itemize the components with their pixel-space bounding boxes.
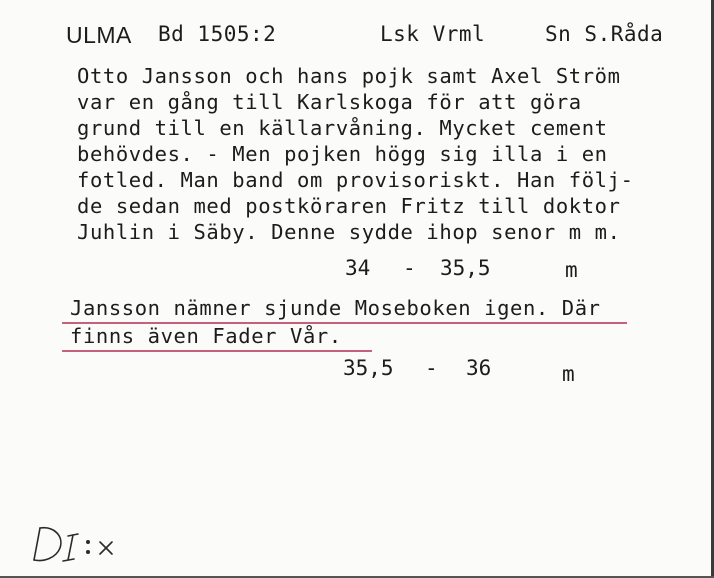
entry-2-range-end: 36	[466, 356, 492, 380]
entry-1-line-3: grund till en källarvåning. Mycket cement	[77, 116, 608, 140]
entry-1-line-5: fotled. Man band om provisoriskt. Han följ-	[77, 168, 634, 192]
province: Lsk Vrml	[380, 22, 486, 46]
entry-1-line-1: Otto Jansson och hans pojk samt Axel Ström	[77, 64, 621, 88]
entry-2-range-dash: -	[425, 356, 438, 380]
entry-1-line-2: var en gång till Karlskoga för att göra	[77, 90, 582, 114]
entry-2-underline-2	[62, 350, 372, 352]
archive-code: ULMA	[66, 22, 132, 48]
entry-2-range-start: 35,5	[343, 356, 394, 380]
entry-2-range-unit: m	[562, 362, 575, 386]
entry-1-line-6: de sedan med postköraren Fritz till doktor	[77, 194, 621, 218]
entry-1-range-unit: m	[565, 258, 578, 282]
entry-1-range-dash: -	[403, 256, 416, 280]
entry-1-line-7: Juhlin i Säby. Denne sydde ihop senor m m.	[77, 220, 621, 244]
entry-1-range-end: 35,5	[440, 256, 491, 280]
entry-2-line-1: Jansson nämner sjunde Moseboken igen. Där	[70, 296, 601, 320]
entry-1-range-start: 34	[345, 256, 371, 280]
entry-1-line-4: behövdes. - Men pojken högg sig illa i en	[77, 142, 608, 166]
entry-2-line-2: finns även Fader Vår.	[70, 324, 342, 348]
handwritten-signature	[30, 520, 140, 570]
reference-number: Bd 1505:2	[158, 22, 277, 46]
parish: Sn S.Råda	[545, 22, 664, 46]
